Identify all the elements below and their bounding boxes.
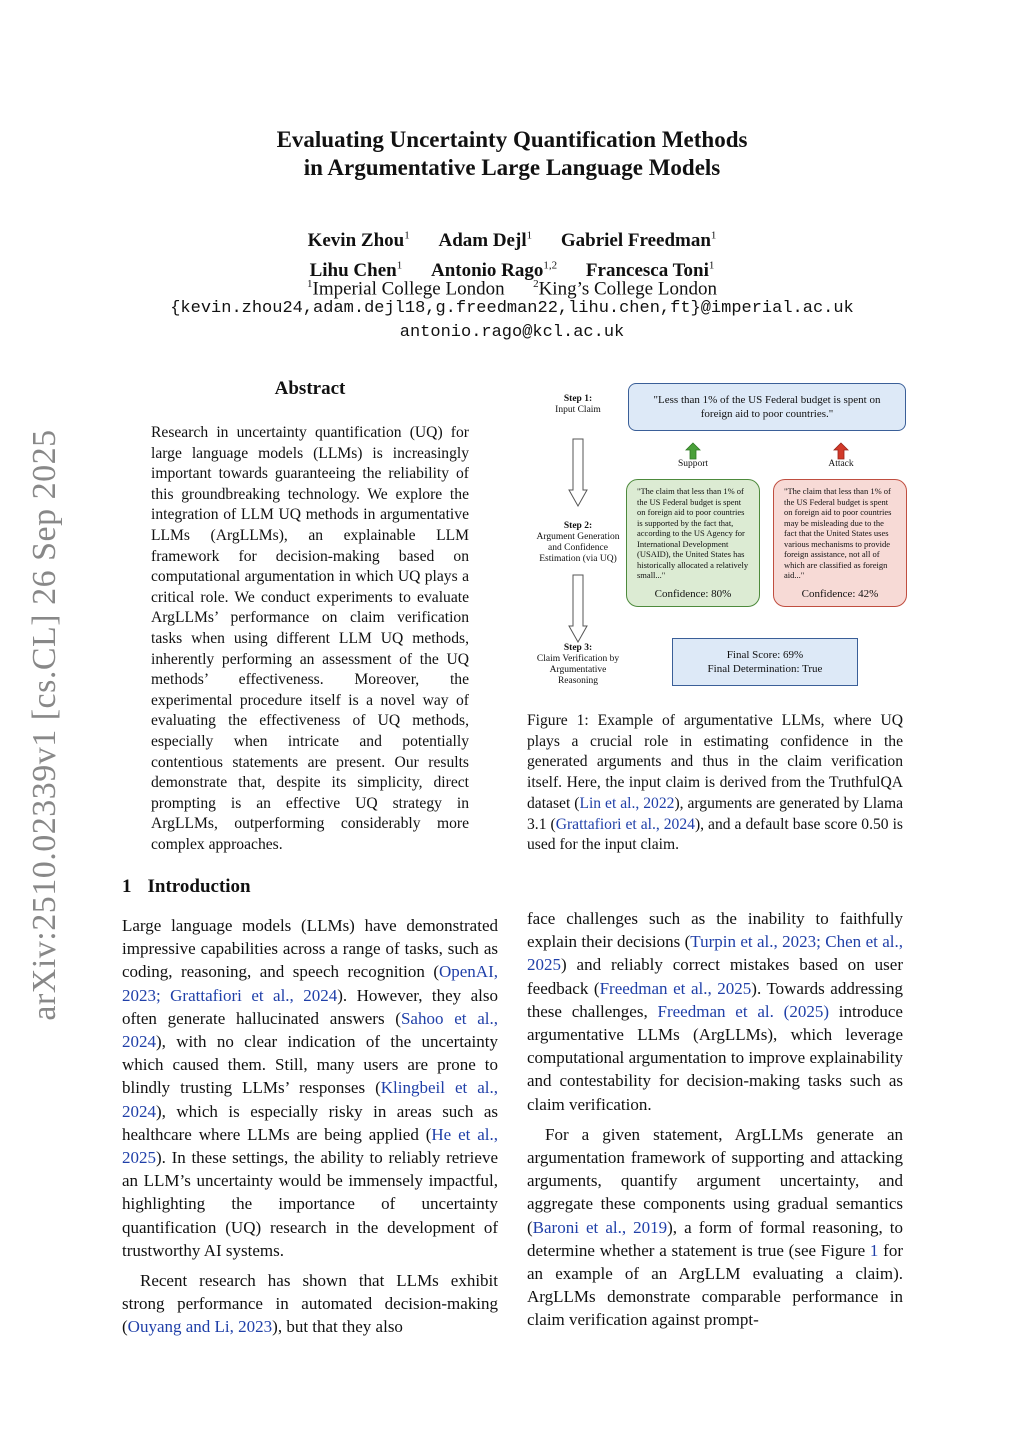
- support-confidence: Confidence: 80%: [654, 587, 732, 600]
- citation-link[interactable]: Lin et al., 2022: [579, 794, 675, 812]
- author: Kevin Zhou$^1$: [307, 230, 410, 252]
- figure-1-caption: Figure 1: Example of argumentative LLMs, where UQ plays a crucial role in estimating confidence in the generated arguments and thus in the claim verification itself. Here, the input claim is derived from the TruthfulQA dataset (Lin et al., 2022), arguments are generated by Llama 3.1 (Grattafiori et al., 2024), and a default base score 0.50 is used for the input claim.: [527, 712, 903, 854]
- citation-link[interactable]: Grattafiori et al., 2024: [555, 815, 695, 833]
- paragraph: face challenges such as the inability to faithfully explain their decisions (Turpin et al., 2023; Chen et al., 2025) and reliably correct mistakes based on user feedback (Freedman et al., 2025). Towards addressing these challenges, Freedman et al. (2025) introduce argumentative LLMs (ArgLLMs), which leverage computational argumentation to improve explainability and contestability for decision-making tasks such as claim verification.: [527, 909, 904, 1114]
- paragraph: For a given statement, ArgLLMs generate an argumentation framework of supporting and attacking arguments, quantify argument uncertainty, and aggregate these components using gradual semantics (Baroni et al., 2019), a form of formal reasoning, to determine whether a statement is true (see Figure 1 for an example of an ArgLLM evaluating a claim). ArgLLMs demonstrate comparable performance in claim verification against prompt-: [527, 1124, 903, 1330]
- affiliations: $^1$Imperial College London $^2$King’s College London: [307, 278, 717, 300]
- final-result-box: [672, 638, 858, 686]
- author: Antonio Rago$^{1,2}$: [430, 259, 558, 281]
- supporting-argument-text: "The claim that less than 1% of the US Federal budget is spent on foreign aid to poor countries is supported by the fact that, according to the US Agency for International Development (USAID), the United States has historically allocated a relatively small...": [637, 486, 749, 580]
- step-2-label: Step 2: Argument Generation and Confidence Estimation (via UQ): [536, 521, 620, 564]
- email-line-2: antonio.rago@kcl.ac.uk: [399, 323, 625, 342]
- author: Lihu Chen$^1$: [309, 259, 403, 281]
- down-arrow-icon: [568, 438, 588, 508]
- down-arrow-icon: [568, 574, 588, 644]
- section-heading-introduction: 1 Introduction: [122, 876, 251, 897]
- citation-link[interactable]: Klingbeil et al., 2024: [122, 1078, 498, 1121]
- paper-title: [0, 126, 1024, 182]
- citation-link[interactable]: Turpin et al., 2023: [690, 932, 817, 952]
- intro-left-column: [122, 914, 498, 1339]
- paragraph: Large language models (LLMs) have demonstrated impressive capabilities across a range of tasks, such as coding, reasoning, and speech recognition (OpenAI, 2023; Grattafiori et al., 2024). However, they also often generate hallucinated answers (Sahoo et al., 2024), with no clear indication of the uncertainty which caused them. Still, many users are prone to blindly trusting LLMs’ responses (Klingbeil et al., 2024), which is especially risky in areas such as healthcare where LLMs are being applied (He et al., 2025). In these settings, the ability to reliably retrieve an LLM’s uncertainty would be immensely impactful, highlighting the importance of uncertainty quantification (UQ) research in the development of trustworthy AI systems.: [122, 916, 498, 1260]
- figure-1: [530, 378, 910, 693]
- citation-link[interactable]: Ouyang and Li, 2023: [127, 1317, 273, 1337]
- arxiv-watermark: arXiv:2510.02339v1 [cs.CL] 26 Sep 2025: [26, 429, 63, 1021]
- citation-link[interactable]: Grattafiori et al., 2024: [170, 985, 338, 1005]
- support-label: Support: [677, 459, 709, 469]
- abstract-body: Research in uncertainty quantification (UQ) for large language models (LLMs) is increasingly important towards guaranteeing the reliability of this groundbreaking technology. We explore the integration of LLM UQ methods in argumentative LLMs (ArgLLMs), an explainable LLM framework for decision-making based on computational argumentation in which UQ plays a critical role. We conduct experiments to evaluate ArgLLMs’ performance on claim verification tasks when using different LLM UQ methods, inherently performing an assessment of the UQ methods’ effectiveness. Moreover, the experimental procedure itself is a novel way of evaluating the effectiveness of UQ methods, especially when intricate and potentially contentious statements are present. Our results demonstrate that, despite its simplicity, direct prompting is an effective UQ strategy in ArgLLMs, outperforming considerably more complex approaches.: [151, 424, 469, 853]
- author-row-1: [0, 224, 1024, 253]
- support-arrow-icon: [685, 442, 701, 460]
- author-emails: [0, 297, 1024, 345]
- email-line-1: {kevin.zhou24,adam.dejl18,g.freedman22,lihu.chen,ft}@imperial.ac.uk: [170, 299, 854, 318]
- citation-link[interactable]: Chen et al., 2025: [527, 932, 903, 975]
- author: Adam Dejl$^1$: [438, 230, 533, 252]
- title-line-2: in Argumentative Large Language Models: [303, 155, 721, 180]
- paragraph: Recent research has shown that LLMs exhibit strong performance in automated decision-making (Ouyang and Li, 2023), but that they also: [122, 1271, 498, 1337]
- citation-link[interactable]: Sahoo et al., 2024: [122, 1008, 498, 1052]
- supporting-argument-box: [626, 479, 760, 607]
- step-3-label: Step 3: Claim Verification by Argumentative Reasoning: [536, 643, 620, 686]
- final-determination: Final Determination: True: [707, 663, 823, 675]
- input-claim-box: "Less than 1% of the US Federal budget is spent on foreign aid to poor countries.": [628, 383, 906, 431]
- title-line-1: Evaluating Uncertainty Quantification Methods: [276, 127, 748, 152]
- attack-confidence: Confidence: 42%: [801, 587, 879, 600]
- step-1-label: Step 1: Input Claim: [555, 394, 601, 415]
- attack-label: Attack: [828, 459, 854, 469]
- attacking-argument-box: [773, 479, 907, 607]
- author: Gabriel Freedman$^1$: [560, 230, 717, 252]
- attacking-argument-text: "The claim that less than 1% of the US Federal budget is spent on foreign aid to poor countries may be misleading due to the fact that the United States uses various mechanisms to provide foreign assistance, not all of which are classified as foreign aid...": [784, 486, 892, 580]
- citation-link[interactable]: OpenAI, 2023: [122, 962, 498, 1005]
- attack-arrow-icon: [833, 442, 849, 460]
- intro-right-column: [527, 907, 903, 1332]
- abstract-heading: Abstract: [274, 378, 346, 399]
- citation-link[interactable]: Freedman et al., 2025: [599, 978, 752, 998]
- citation-link[interactable]: Freedman et al. (2025): [657, 1001, 829, 1021]
- figure-reference-link[interactable]: 1: [869, 1240, 879, 1260]
- author: Francesca Toni$^1$: [585, 259, 715, 281]
- final-score: Final Score: 69%: [726, 649, 804, 661]
- citation-link[interactable]: Baroni et al., 2019: [532, 1217, 668, 1237]
- citation-link[interactable]: He et al., 2025: [122, 1124, 498, 1168]
